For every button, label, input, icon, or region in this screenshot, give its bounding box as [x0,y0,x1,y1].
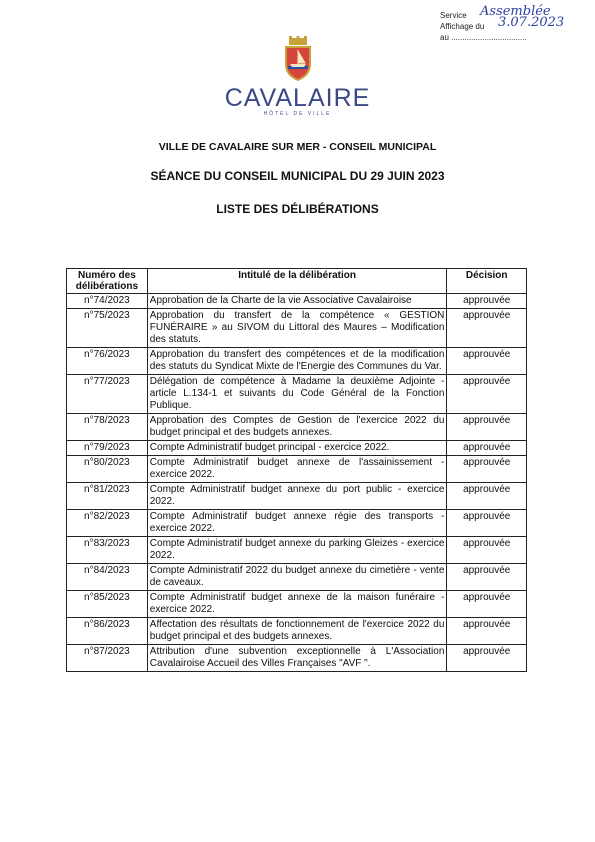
row-title: Compte Administratif budget principal - exercice 2022. [147,441,447,456]
table-row [67,456,527,483]
stamp-au-label: au [440,33,449,42]
brand-subtitle: HÔTEL DE VILLE [263,111,332,117]
row-number: n°87/2023 [67,645,148,672]
cavalaire-logo [0,36,595,117]
table-row [67,414,527,441]
row-number: n°85/2023 [67,591,148,618]
table-row [67,483,527,510]
row-title: Compte Administratif budget annexe de l'assainissement - exercice 2022. [147,456,447,483]
table-row [67,510,527,537]
row-decision: approuvée [447,510,527,537]
row-decision: approuvée [447,456,527,483]
row-decision: approuvée [447,483,527,510]
stamp-affichage-label: Affichage du [440,22,485,31]
table-row [67,591,527,618]
row-number: n°76/2023 [67,348,148,375]
row-title: Compte Administratif budget annexe du port public - exercice 2022. [147,483,447,510]
stamp-service-value: Assemblée [480,4,551,19]
row-number: n°86/2023 [67,618,148,645]
row-number: n°82/2023 [67,510,148,537]
row-title: Délégation de compétence à Madame la deuxième Adjointe - article L.134-1 et suivants du Code Général de la Fonction Publique. [147,375,447,414]
row-decision: approuvée [447,294,527,309]
row-title: Approbation du transfert de la compétence « GESTION FUNÉRAIRE » au SIVOM du Littoral des Maures – Modification des statuts. [147,309,447,348]
row-number: n°78/2023 [67,414,148,441]
row-decision: approuvée [447,375,527,414]
row-decision: approuvée [447,645,527,672]
table-row [67,309,527,348]
table-row [67,294,527,309]
row-title: Compte Administratif budget annexe du parking Gleizes - exercice 2022. [147,537,447,564]
row-title: Approbation de la Charte de la vie Associative Cavalairoise [147,294,447,309]
row-title: Compte Administratif 2022 du budget annexe du cimetière - vente de caveaux. [147,564,447,591]
table-row [67,537,527,564]
row-decision: approuvée [447,414,527,441]
table-row [67,375,527,414]
stamp-service-label: Service [440,11,467,20]
row-title: Attribution d'une subvention exceptionnelle à L'Association Cavalairoise Accueil des Villes Françaises "AVF ". [147,645,447,672]
header-intitule: Intitulé de la délibération [147,269,447,294]
row-title: Approbation du transfert des compétences et de la modification des statuts du Syndicat Mixte de l'Energie des Communes du Var. [147,348,447,375]
row-number: n°83/2023 [67,537,148,564]
row-decision: approuvée [447,348,527,375]
coat-of-arms-icon [280,36,316,82]
brand-name: CAVALAIRE [224,84,371,112]
row-decision: approuvée [447,591,527,618]
table-row [67,618,527,645]
deliberations-table [66,268,527,672]
table-header-row [67,269,527,294]
row-decision: approuvée [447,564,527,591]
row-title: Approbation des Comptes de Gestion de l'exercice 2022 du budget principal et des budgets annexes. [147,414,447,441]
row-decision: approuvée [447,537,527,564]
row-title: Compte Administratif budget annexe régie des transports - exercice 2022. [147,510,447,537]
row-number: n°80/2023 [67,456,148,483]
header-decision: Décision [447,269,527,294]
table-row [67,441,527,456]
row-number: n°81/2023 [67,483,148,510]
row-decision: approuvée [447,309,527,348]
table-row [67,348,527,375]
row-number: n°79/2023 [67,441,148,456]
header-numero: Numéro des délibérations [67,269,148,294]
row-title: Affectation des résultats de fonctionnement de l'exercice 2022 du budget principal et des budgets annexes. [147,618,447,645]
row-title: Compte Administratif budget annexe de la maison funéraire - exercice 2022. [147,591,447,618]
row-number: n°75/2023 [67,309,148,348]
table-row [67,645,527,672]
row-number: n°74/2023 [67,294,148,309]
row-number: n°77/2023 [67,375,148,414]
municipality-heading: VILLE DE CAVALAIRE SUR MER - CONSEIL MUNICIPAL [158,141,437,153]
session-heading: SÉANCE DU CONSEIL MUNICIPAL DU 29 JUIN 2023 [150,169,445,183]
row-decision: approuvée [447,441,527,456]
stamp-au-dots: .................................. [451,33,527,42]
table-row [67,564,527,591]
row-decision: approuvée [447,618,527,645]
list-heading: LISTE DES DÉLIBÉRATIONS [216,202,379,216]
row-number: n°84/2023 [67,564,148,591]
stamp-affichage-value: 3.07.2023 [498,15,565,30]
